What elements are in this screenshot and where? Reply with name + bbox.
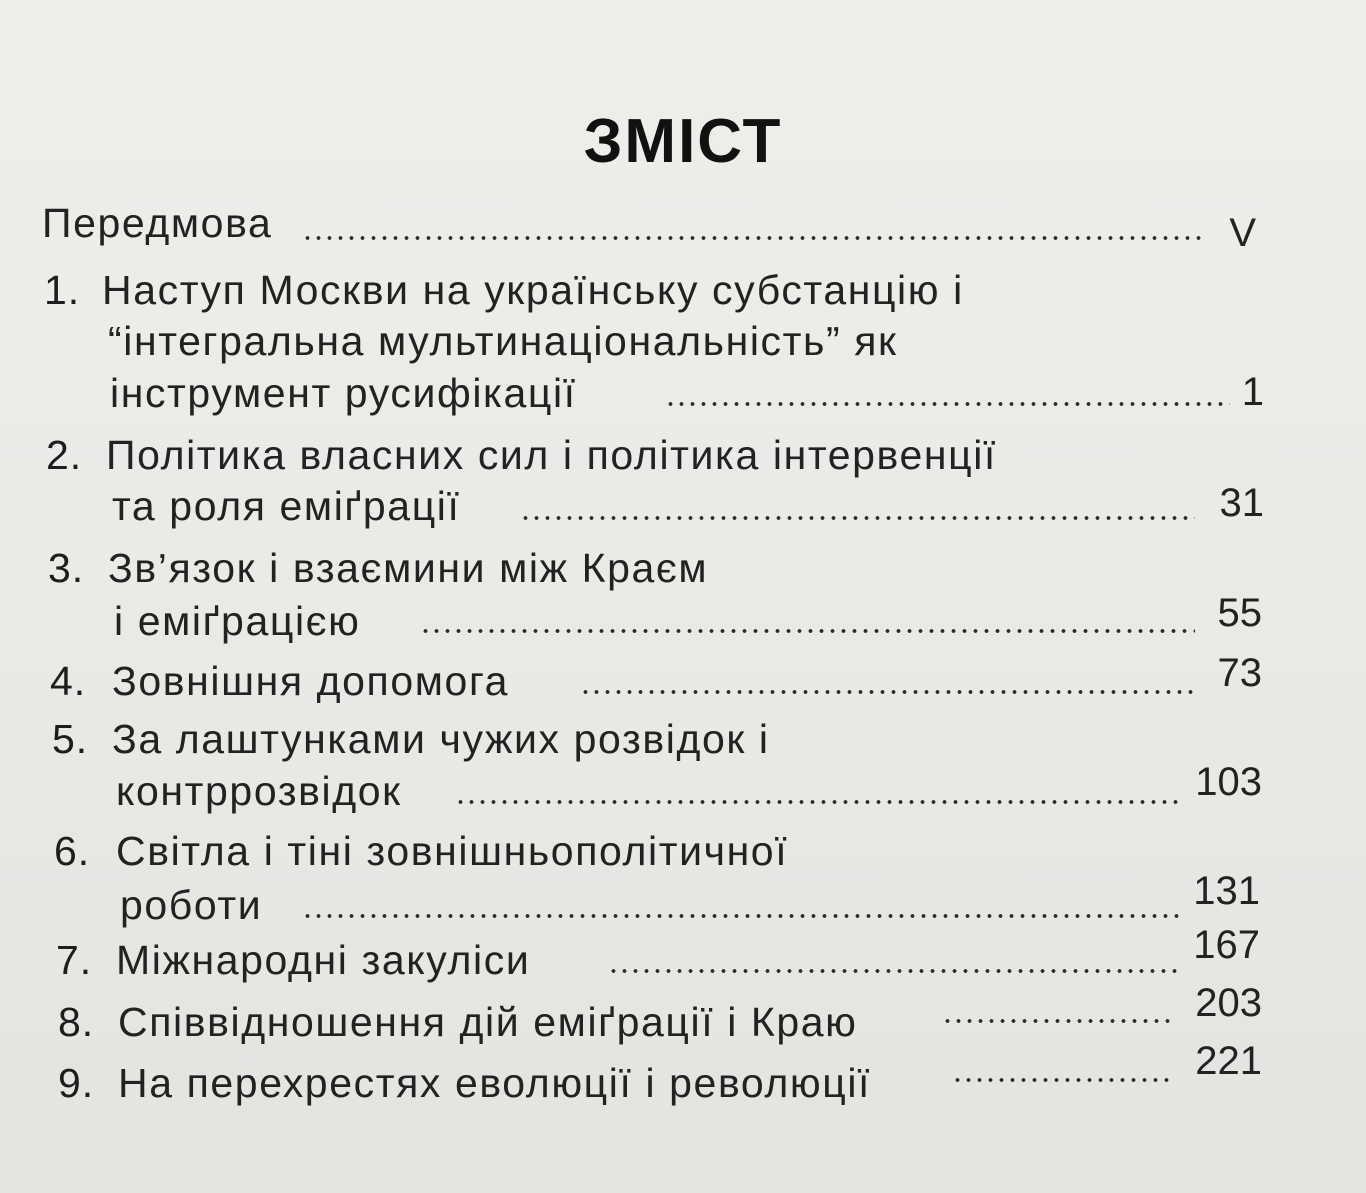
entry-title-line: Зовнішня допомога: [112, 658, 510, 704]
leader-dots: [580, 688, 1195, 696]
entry-number: 8.: [58, 999, 95, 1045]
entry-number: 6.: [54, 828, 91, 874]
leader-dots: [420, 627, 1195, 635]
entry-title-line: Співвідношення дій еміґрації і Краю: [118, 999, 858, 1045]
entry-page-number: 31: [1219, 481, 1264, 525]
entry-title-line: Світла і тіні зовнішньополітичної: [116, 828, 789, 874]
entry-number: 9.: [58, 1060, 95, 1106]
leader-dots: [302, 912, 1180, 920]
entry-title-line: На перехрестях еволюції і революції: [118, 1060, 872, 1106]
entry-title-line: Політика власних сил і політика інтервенції: [106, 432, 997, 478]
leader-dots: [942, 1017, 1170, 1025]
entry-title-line: Наступ Москви на українську субстанцію і: [102, 267, 964, 313]
entry-page-number: 73: [1217, 651, 1262, 695]
entry-number: 1.: [44, 267, 81, 313]
entry-title-line: та роля еміґрації: [112, 483, 461, 529]
entry-page-number: 221: [1195, 1039, 1262, 1083]
leader-dots: [455, 798, 1180, 806]
entry-number: 2.: [46, 432, 83, 478]
entry-page-number: 203: [1195, 981, 1262, 1025]
entry-page-number: 55: [1217, 591, 1262, 635]
leader-dots: [302, 234, 1202, 242]
entry-title-line: роботи: [120, 882, 263, 928]
entry-title-line: Міжнародні закуліси: [116, 937, 531, 983]
entry-title-line: Передмова: [42, 200, 273, 246]
entry-title-line: контррозвідок: [116, 768, 402, 814]
entry-page-number: 131: [1193, 869, 1260, 913]
leader-dots: [665, 400, 1230, 408]
entry-title-line: За лаштунками чужих розвідок і: [112, 716, 770, 762]
entry-number: 4.: [50, 658, 87, 704]
entry-number: 5.: [52, 716, 89, 762]
entry-page-number: 1: [1241, 370, 1264, 414]
entry-page-number: 167: [1193, 923, 1260, 967]
entry-title-line: інструмент русифікації: [110, 370, 577, 416]
entry-page-number: 103: [1195, 760, 1262, 804]
leader-dots: [608, 967, 1180, 975]
entry-title-line: Зв’язок і взаємини між Краєм: [108, 545, 709, 591]
leader-dots: [952, 1076, 1170, 1084]
entry-page-number: V: [1229, 211, 1256, 255]
leader-dots: [520, 514, 1195, 522]
entry-number: 7.: [56, 937, 93, 983]
page-title: ЗМІСТ: [583, 107, 783, 176]
entry-title-line: “інтегральна мультинаціональність” як: [108, 318, 898, 364]
entry-title-line: і еміґрацією: [114, 598, 361, 644]
entry-number: 3.: [48, 545, 85, 591]
